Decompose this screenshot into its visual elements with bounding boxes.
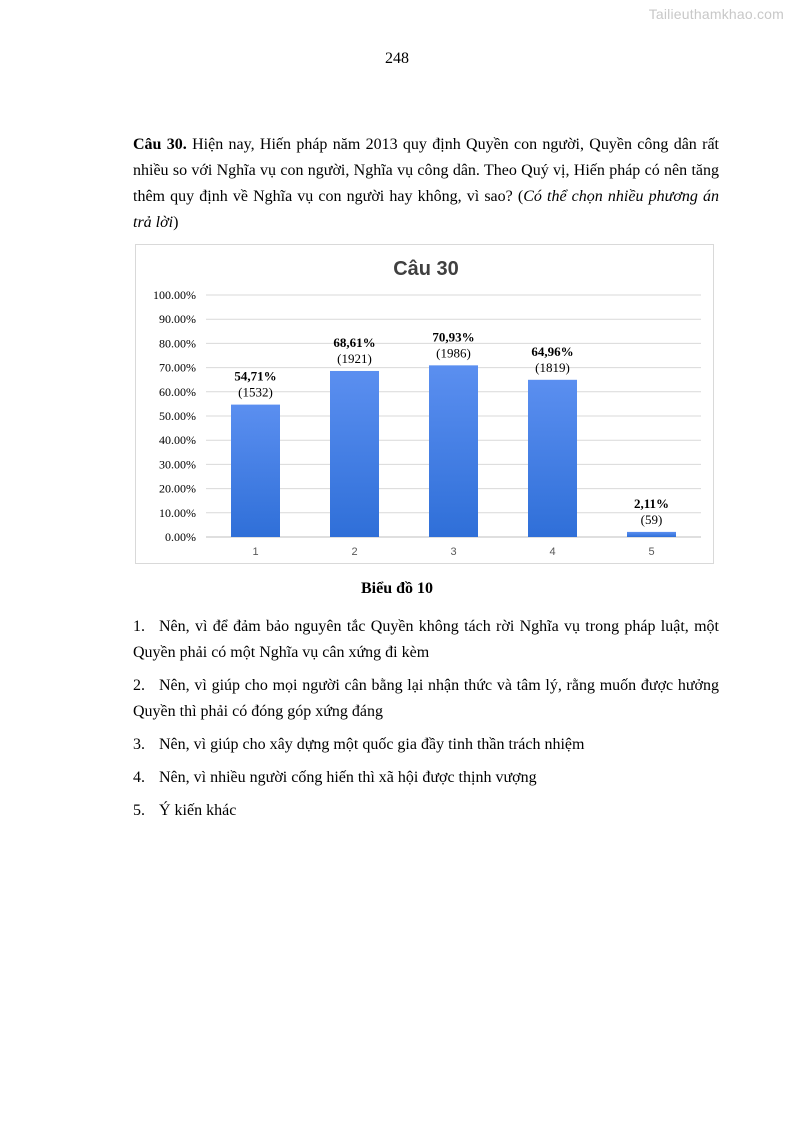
question-paragraph bbox=[133, 132, 719, 236]
watermark: Tailieuthamkhao.com bbox=[648, 6, 784, 22]
bar-value-label: 68,61% bbox=[333, 334, 376, 350]
x-tick-label: 2 bbox=[351, 546, 358, 558]
bar bbox=[627, 532, 676, 537]
bar-value-label: 70,93% bbox=[432, 329, 475, 345]
option-item-2 bbox=[133, 673, 719, 725]
x-tick-label: 3 bbox=[450, 546, 457, 558]
bar bbox=[429, 365, 478, 537]
x-tick-label: 5 bbox=[648, 546, 655, 558]
y-tick-label: 20.00% bbox=[159, 481, 196, 496]
bar-count-label: (1986) bbox=[436, 345, 471, 361]
option-text: Nên, vì nhiều người cống hiến thì xã hội được thịnh vượng bbox=[159, 769, 537, 786]
chart-title: Câu 30 bbox=[393, 258, 459, 280]
option-text: Nên, vì giúp cho mọi người cân bằng lại nhận thức và tâm lý, rằng muốn được hưởng Quyền thì phải có đóng góp xứng đáng bbox=[133, 677, 719, 720]
bar-chart bbox=[136, 245, 713, 563]
y-tick-label: 0.00% bbox=[165, 530, 196, 544]
option-number: 5. bbox=[133, 802, 145, 819]
question-close: ) bbox=[173, 214, 179, 231]
option-number: 1. bbox=[133, 618, 145, 635]
option-item-5 bbox=[133, 798, 719, 824]
y-tick-label: 50.00% bbox=[159, 409, 196, 423]
bar-count-label: (1532) bbox=[238, 384, 273, 400]
y-tick-label: 60.00% bbox=[159, 384, 196, 399]
y-tick-label: 70.00% bbox=[159, 360, 196, 375]
page-number: 248 bbox=[385, 50, 409, 67]
y-tick-label: 90.00% bbox=[159, 312, 196, 327]
question-label: Câu 30. bbox=[133, 136, 187, 153]
bar bbox=[528, 380, 577, 537]
bar bbox=[330, 371, 379, 537]
bar-count-label: (1921) bbox=[337, 350, 372, 366]
option-number: 4. bbox=[133, 769, 145, 786]
bar-count-label: (59) bbox=[640, 511, 663, 527]
option-number: 2. bbox=[133, 677, 145, 694]
bar-value-label: 64,96% bbox=[531, 343, 574, 359]
option-text: Nên, vì để đảm bảo nguyên tắc Quyền không tách rời Nghĩa vụ trong pháp luật, một Quyền phải có một Nghĩa vụ cân xứng đi kèm bbox=[133, 618, 719, 661]
option-text: Ý kiến khác bbox=[159, 802, 237, 819]
y-tick-label: 100.00% bbox=[153, 288, 196, 302]
chart-container bbox=[135, 244, 714, 564]
y-tick-label: 10.00% bbox=[159, 505, 196, 520]
option-text: Nên, vì giúp cho xây dựng một quốc gia đầy tinh thần trách nhiệm bbox=[159, 736, 585, 753]
bar-value-label: 2,11% bbox=[633, 495, 670, 511]
options-list bbox=[133, 614, 719, 831]
y-tick-label: 30.00% bbox=[159, 457, 196, 472]
question-text: Hiện nay, Hiến pháp năm 2013 quy định Quyền con người, Quyền công dân rất nhiều so với Nghĩa vụ con người, Nghĩa vụ công dân. Theo Quý vị, Hiến pháp có nên tăng thêm quy định về Nghĩa vụ con người hay không, vì sao? ( bbox=[133, 136, 720, 205]
bar bbox=[231, 405, 280, 537]
y-tick-label: 80.00% bbox=[159, 336, 196, 351]
bar-count-label: (1819) bbox=[535, 359, 570, 375]
option-number: 3. bbox=[133, 736, 145, 753]
option-item-1 bbox=[133, 614, 719, 666]
option-item-4 bbox=[133, 765, 719, 791]
chart-caption: Biểu đồ 10 bbox=[360, 580, 433, 597]
y-tick-label: 40.00% bbox=[159, 433, 196, 448]
bar-value-label: 54,71% bbox=[234, 368, 277, 384]
option-item-3 bbox=[133, 732, 719, 758]
x-tick-label: 4 bbox=[549, 546, 556, 558]
question-note: Có thể chọn nhiều phương án trả lời bbox=[133, 188, 719, 231]
x-tick-label: 1 bbox=[252, 546, 259, 558]
